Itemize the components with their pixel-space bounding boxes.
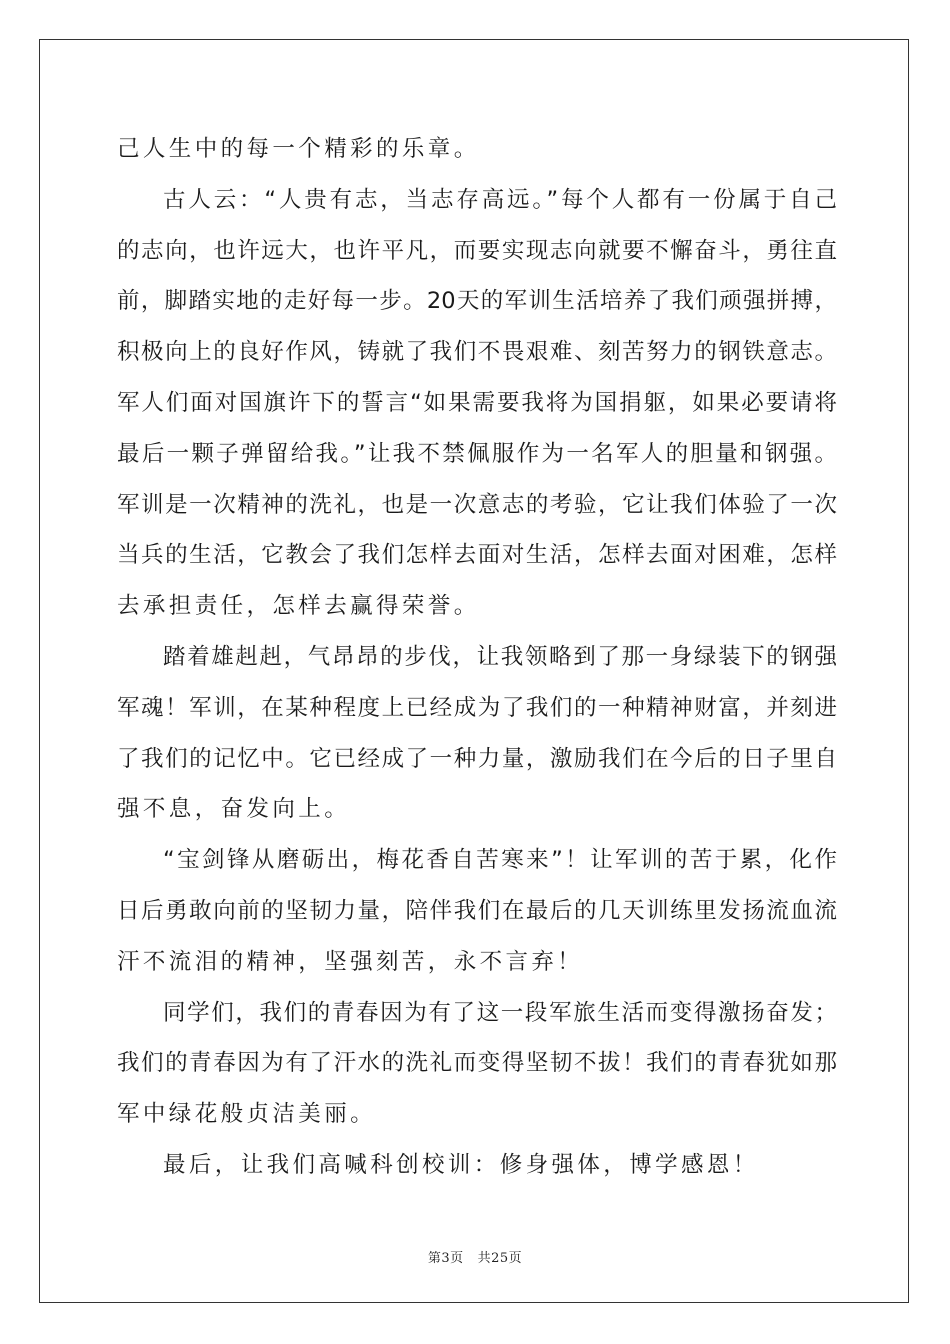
- text-line: 前，脚踏实地的走好每一步。20天的军训生活培养了我们顽强拼搏，: [117, 288, 837, 315]
- page-footer: [0, 1247, 950, 1266]
- text-line: 日后勇敢向前的坚韧力量，陪伴我们在最后的几天训练里发扬流血流: [117, 897, 837, 924]
- text-line: 强不息，奋发向上。: [117, 796, 351, 823]
- text-line: 我们的青春因为有了汗水的洗礼而变得坚韧不拔！我们的青春犹如那: [117, 1050, 837, 1077]
- text-line: 己人生中的每一个精彩的乐章。: [117, 136, 480, 162]
- text-line: 同学们，我们的青春因为有了这一段军旅生活而变得激扬奋发；: [163, 999, 837, 1026]
- text-line: 最后一颗子弹留给我。”让我不禁佩服作为一名军人的胆量和钢强。: [117, 440, 837, 467]
- document-body: [117, 127, 837, 1194]
- text-line: 积极向上的良好作风，铸就了我们不畏艰难、刻苦努力的钢铁意志。: [117, 339, 837, 366]
- text-line: 最后，让我们高喊科创校训：修身强体，博学感恩！: [163, 1151, 759, 1178]
- text-line: 古人云：“人贵有志，当志存高远。”每个人都有一份属于自己: [163, 186, 837, 213]
- text-line: 汗不流泪的精神，坚强刻苦，永不言弃！: [117, 948, 584, 975]
- text-line: 军中绿花般贞洁美丽。: [117, 1101, 377, 1128]
- text-line: 去承担责任，怎样去赢得荣誉。: [117, 593, 480, 620]
- text-line: 的志向，也许远大，也许平凡，而要实现志向就要不懈奋斗，勇往直: [117, 237, 837, 264]
- text-line: 当兵的生活，它教会了我们怎样去面对生活，怎样去面对困难，怎样: [117, 542, 837, 569]
- text-line: 军人们面对国旗许下的誓言“如果需要我将为国捐躯，如果必要请将: [117, 389, 837, 416]
- page-total: 共25页: [477, 1251, 523, 1266]
- page-number: 第3页: [427, 1251, 464, 1266]
- text-line: “宝剑锋从磨砺出，梅花香自苦寒来”！让军训的苦于累，化作: [163, 847, 837, 874]
- text-line: 了我们的记忆中。它已经成了一种力量，激励我们在今后的日子里自: [117, 745, 837, 772]
- text-line: 踏着雄赳赳，气昂昂的步伐，让我领略到了那一身绿装下的钢强: [163, 643, 837, 670]
- text-line: 军训是一次精神的洗礼，也是一次意志的考验，它让我们体验了一次: [117, 491, 837, 518]
- text-line: 军魂！军训，在某种程度上已经成为了我们的一种精神财富，并刻进: [117, 694, 837, 721]
